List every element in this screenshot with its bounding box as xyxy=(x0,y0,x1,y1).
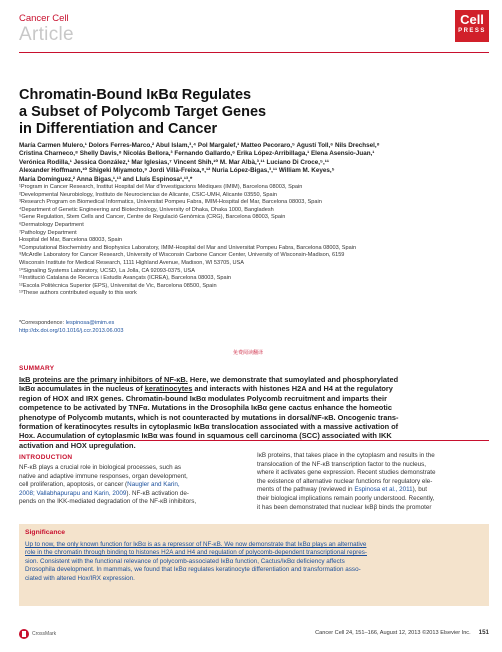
intro-line: native and adaptive immune responses, organ development, xyxy=(19,472,188,480)
article-type: Article xyxy=(19,24,74,45)
affiliation-line: ¹¹Institució Catalana de Recerca i Estudis Avançats (ICREA), Barcelona 08003, Spain xyxy=(19,275,231,282)
logo-sub-text: PRESS xyxy=(458,28,486,34)
page-footer xyxy=(315,629,489,636)
affiliation-line: ⁸Computational Biochemistry and Biophysics Laboratory, IMIM-Hospital del Mar and Universitat Pompeu Fabra, Barcelona 08003, Spain xyxy=(19,244,357,251)
intro-text-run: cell proliferation, apoptosis, or cancer ( xyxy=(19,481,128,489)
crossmark-badge[interactable] xyxy=(19,629,56,639)
intro-line: where it activates gene expression. Recent studies demonstrate xyxy=(257,469,436,477)
significance-line: sion. Consistent with the functional relevance of polycomb-associated IκBα function, Cactus/IκBα deficiency affects xyxy=(25,557,345,565)
significance-line: ciated with altered Hox/IRX expression. xyxy=(25,574,135,582)
significance-line: Up to now, the only known function for IκBα is as a repressor of NF-κB. We now demonstrate that IκBα plays an alternative xyxy=(25,541,367,548)
affiliation-line: ⁶Dermatology Department xyxy=(19,221,84,228)
author-line: Cristina Charneco,⁸ Shelly Davis,⁸ Nicolás Bellora,³ Fernando Gallardo,⁶ Erika López-Arribillaga,¹ Elena Asensio-Juan,¹ xyxy=(19,150,375,158)
affiliation-line: ⁹McArdle Laboratory for Cancer Research, University of Wisconsin Carbone Cancer Center, University of Wisconsin-Madison, 6159 xyxy=(19,252,345,259)
summary-line: competence to be activated by TNFα. Mutations in the Drosophila IκBα gene cactus enhance the homeotic xyxy=(19,403,392,413)
intro-text-run: ), but xyxy=(412,486,428,494)
introduction-column-right xyxy=(257,452,489,512)
affiliation-list xyxy=(19,184,489,298)
affiliation-line: ¹⁰Signaling Systems Laboratory, UCSD, La Jolla, CA 92093-0375, USA xyxy=(19,267,195,274)
summary-line: formation of keratinocytes results in cytoplasmic IκBα translocation associated with a massive activation of xyxy=(19,422,399,432)
intro-line: translocation of the NF-κB transcription factor to the nucleus, xyxy=(257,460,427,468)
title-line: a Subset of Polycomb Target Genes xyxy=(19,104,267,120)
correspondence-email-link[interactable]: lespinosa@imim.es xyxy=(65,320,115,326)
summary-text xyxy=(19,375,489,450)
summary-line: region of HOX and IRX genes. Chromatin-bound IκBα modulates Polycomb recruitment and imparts their xyxy=(19,393,387,403)
summary-text-run: Here, we demonstrate that sumoylated and phosphorylated xyxy=(187,375,399,384)
intro-line: the existence of alternative nuclear functions for regulatory ele- xyxy=(257,477,433,485)
affiliation-line: Hospital del Mar, Barcelona 08003, Spain xyxy=(19,237,122,244)
intro-line: it has been demonstrated that nuclear IκBβ binds the promoter xyxy=(257,503,432,511)
affiliation-line: ¹Program in Cancer Research, Institut Hospital del Mar d'Investigacions Mèdiques (IMIM), Barcelona 08003, Spain xyxy=(19,184,303,190)
summary-line: Hox. Accumulation of cytoplasmic IκBα was found in squamous cell carcinoma (SCC) associated with IKK xyxy=(19,431,392,441)
logo-main-text: Cell xyxy=(460,12,484,27)
intro-line: NF-κB plays a crucial role in biological processes, such as xyxy=(19,464,182,471)
page-number: 151 xyxy=(478,629,489,636)
summary-heading: SUMMARY xyxy=(19,365,55,372)
summary-line: activation and HOX upregulation. xyxy=(19,440,136,450)
title-line: in Differentiation and Cancer xyxy=(19,121,218,137)
significance-line: role in the chromatin through binding to histones H2A and H4 and regulation of polycomb-dependent transcriptional repres- xyxy=(25,549,367,557)
affiliation-line: ⁷Pathology Department xyxy=(19,229,77,236)
cell-press-logo xyxy=(455,10,489,42)
summary-text-run: and interacts with histones H2A and H4 at the regulatory xyxy=(192,384,393,394)
journal-name: Cancer Cell xyxy=(19,13,69,24)
author-list xyxy=(19,142,489,184)
affiliation-line: ¹³These authors contributed equally to this work xyxy=(19,290,137,297)
intro-line: their biological implications remain poorly understood. Recently, xyxy=(257,494,435,502)
citation-line: Cancer Cell 24, 151–166, August 12, 2013 ©2013 Elsevier Inc. xyxy=(315,630,471,636)
summary-highlight: IκB proteins are the primary inhibitors of NF-κB. xyxy=(19,375,188,384)
crossmark-icon xyxy=(19,629,29,639)
header-divider xyxy=(19,52,489,53)
summary-text-run: IκBα accumulates in the nucleus of xyxy=(19,384,145,394)
citation-link[interactable]: 2008; Vallabhapurapu and Karin, 2009 xyxy=(19,489,127,497)
crossmark-label: CrossMark xyxy=(32,631,57,637)
citation-link[interactable]: Naugler and Karin, xyxy=(127,481,180,489)
affiliation-line: ⁵Gene Regulation, Stem Cells and Cancer, Centre de Regulació Genòmica (CRG), Barcelona 08003, Spain xyxy=(19,214,286,221)
summary-highlight: keratinocytes xyxy=(144,384,193,394)
affiliation-line: ³Research Program on Biomedical Informatics, Universitat Pompeu Fabra, IMIM-Hospital del Mar, Barcelona 08003, Spain xyxy=(19,199,322,206)
affiliation-line: ⁴Department of Genetic Engineering and Biotechnology, University of Dhaka, Dhaka 1000, Bangladesh xyxy=(19,206,274,213)
intro-line: pends on the IKK-mediated degradation of the NF-κB inhibitors, xyxy=(19,498,197,506)
summary-line: phenotype of Polycomb mutants, which is not counteracted by mutations in dorsal/NF-κB. Oncogenic trans- xyxy=(19,412,399,422)
introduction-heading: INTRODUCTION xyxy=(19,454,73,461)
author-line: María Carmen Mulero,¹ Dolors Ferres-Marco,² Abul Islam,³,⁴ Pol Margalef,¹ Matteo Pecoraro,⁵ Agustí Toll,⁶ Nils Drechsel,⁸ xyxy=(19,142,380,149)
intro-text-run: ). NF-κB activation de- xyxy=(126,489,190,497)
article-title xyxy=(19,87,459,138)
introduction-column-left xyxy=(19,464,246,507)
section-divider xyxy=(19,440,489,441)
citation-link[interactable]: Espinosa et al., 2011 xyxy=(354,486,413,494)
translation-stamp[interactable]: 免费阅读翻译 xyxy=(233,350,264,356)
affiliation-line: Wisconsin Institute for Medical Research, 1111 Highland Avenue, Madison, WI 53705, USA xyxy=(19,259,245,266)
doi-link[interactable]: http://dx.doi.org/10.1016/j.ccr.2013.06.003 xyxy=(19,327,124,334)
affiliation-line: ¹²Escola Politècnica Superior (EPS), Universitat de Vic, Barcelona 08500, Spain xyxy=(19,282,217,289)
significance-text xyxy=(25,541,485,583)
author-line: Verónica Rodilla,¹ Jessica González,¹ Mar Iglesias,⁷ Vincent Shih,¹⁰ M. Mar Albà,³,¹¹ Luciano Di Croce,⁵,¹¹ xyxy=(19,158,329,166)
correspondence-label: *Correspondence: xyxy=(19,320,66,326)
title-line: Chromatin-Bound IκBα Regulates xyxy=(19,87,252,103)
intro-line: IκB proteins, that takes place in the cytoplasm and results in the xyxy=(257,452,435,459)
significance-line: Drosophila development. In mammals, we found that IκBα regulates keratinocyte differentiation and transformation asso- xyxy=(25,566,361,574)
author-line: María Domínguez,² Anna Bigas,¹,¹³ and Lluís Espinosa¹,¹³,* xyxy=(19,175,193,183)
affiliation-line: ²Developmental Neurobiology, Instituto de Neurociencias de Alicante, CSIC-UMH, Alicante 03550, Spain xyxy=(19,191,277,198)
correspondence xyxy=(19,320,124,335)
significance-heading: Significance xyxy=(25,529,66,536)
intro-text-run: ments of the pathway (reviewed in xyxy=(257,486,355,494)
author-line: Alexander Hoffmann,¹⁰ Shigeki Miyamoto,⁹ Jordi Villà-Freixa,⁸,¹² Nuria López-Bigas,³,¹¹ William M. Keyes,⁵ xyxy=(19,167,335,175)
